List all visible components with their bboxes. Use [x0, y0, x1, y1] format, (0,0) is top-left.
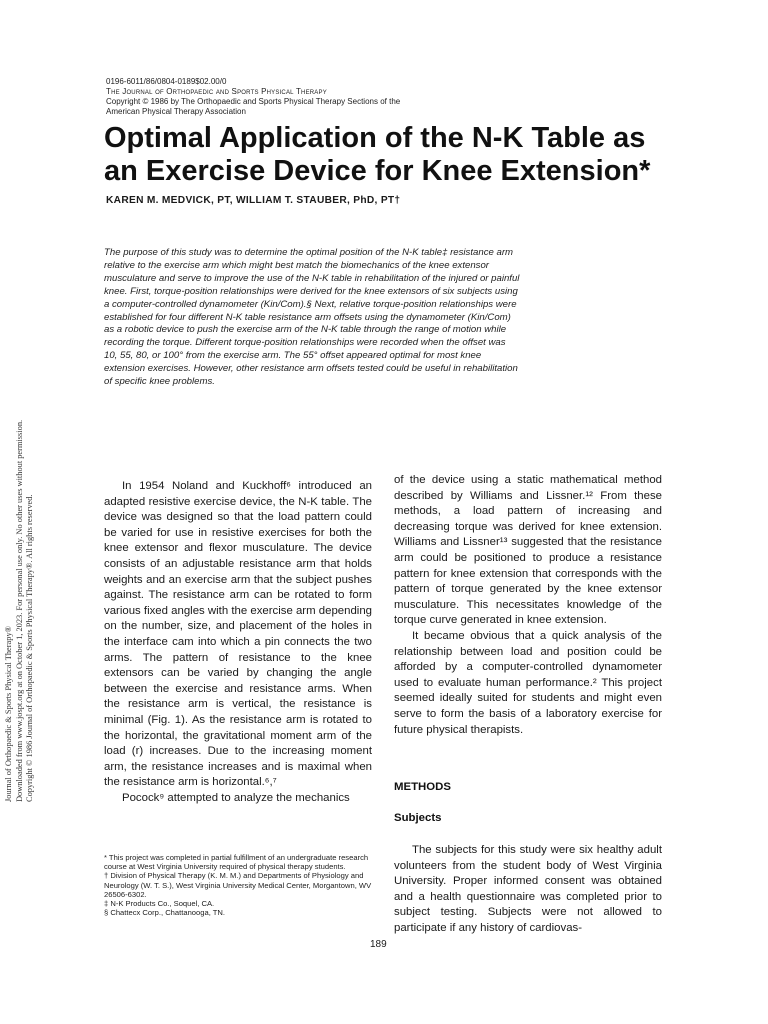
paragraph: The subjects for this study were six healthy adult volunteers from the student body of West Virginia University. Proper informed consent was obtained and a health questionnaire was completed prior to subject testing. Subjects were not allowed to participate if any history of cardiovas-: [394, 844, 662, 934]
section-heading-methods: METHODS: [394, 781, 451, 793]
copyright-line-2: American Physical Therapy Association: [106, 107, 246, 116]
paragraph: It became obvious that a quick analysis of the relationship between load and position could be afforded by a computer-controlled dynamometer used to evaluate human performance.² This project seemed ideally suited for students and might even serve to form the basis of a laboratory exercise for future physical therapists.: [394, 629, 662, 736]
journal-name: The Journal of Orthopaedic and Sports Physical Therapy: [106, 87, 327, 96]
article-code: 0196-6011/86/0804-0189$02.00/0: [106, 77, 227, 86]
footnote: * This project was completed in partial fulfillment of an undergraduate research course at West Virginia University required of physical therapy students.: [104, 853, 369, 872]
footnote: ‡ N-K Products Co., Soquel, CA.: [104, 899, 215, 909]
footnote: § Chattecx Corp., Chattanooga, TN.: [104, 908, 226, 918]
copyright-line-1: Copyright © 1986 by The Orthopaedic and Sports Physical Therapy Sections of the: [106, 97, 401, 106]
footnote: † Division of Physical Therapy (K. M. M.) and Departments of Physiology and Neurology (W. T. S.), West Virginia University Medical Center, Morgantown, WV 26506-6302.: [104, 871, 372, 899]
page-number: 189: [370, 939, 387, 950]
journal-header: [106, 77, 526, 117]
authors: KAREN M. MEDVICK, PT, WILLIAM T. STAUBER, PhD, PT†: [106, 195, 401, 206]
side-note-line: Copyright © 1986 Journal of Orthopaedic & Sports Physical Therapy®. All rights reserved.: [25, 494, 34, 802]
subsection-heading-subjects: Subjects: [394, 812, 442, 824]
side-note-permission: [4, 372, 44, 802]
paragraph: Pocock⁹ attempted to analyze the mechanics: [122, 791, 350, 804]
side-note-line: Downloaded from www.jospt.org at on October 1, 2023. For personal use only. No other uses without permission.: [14, 419, 24, 802]
body-column-right-lower: [394, 843, 662, 937]
footnotes: [104, 853, 372, 917]
body-column-right: [394, 473, 662, 738]
body-column-left: [104, 479, 372, 806]
paragraph: of the device using a static mathematical method described by Williams and Lissner.¹² From these methods, a load pattern of increasing and decreasing torque was derived for knee extension. Williams and Lissner¹³ suggested that the resistance arm could be positioned to produce a resistance pattern for knee extension that corresponds with the pattern of torque generated by the knee extensor musculature. This necessitates knowledge of the torque curve generated in knee extension.: [394, 474, 662, 627]
article-title: Optimal Application of the N-K Table as an Exercise Device for Knee Extension*: [104, 122, 651, 187]
paragraph: In 1954 Noland and Kuckhoff⁶ introduced an adapted resistive exercise device, the N-K table. The device was designed so that the load pattern could be varied for use in resistive exercises for both the knee extensor and flexor musculature. The device consists of an adjustable resistance arm that holds weights and an exercise arm that the subject pushes against. The resistance arm can be rotated to form various fixed angles with the exercise arm depending on the number, size, and placement of the holes in the interface cam into which a pin connects the two arms. The pattern of resistance to the knee extensors can be varied by changing the angle between the exercise and resistance arms. When the resistance arm is vertical, the resistance is minimal (Fig. 1). As the resistance arm is rotated to the horizontal, the gravitational moment arm of the load (r) increases. Due to the increasing moment arm, the resistance increases and is maximal when the resistance arm is horizontal.⁶,⁷: [104, 480, 372, 789]
side-note-line: Journal of Orthopaedic & Sports Physical Therapy®: [4, 625, 13, 802]
abstract: The purpose of this study was to determine the optimal position of the N-K table‡ resistance arm relative to the exercise arm which might best match the biomechanics of the knee extensor musculature and serve to improve the use of the N-K table in rehabilitation of the injured or painful knee. First, torque-position relationships were derived for the knee extensors of six subjects using a computer-controlled dynamometer (Kin/Com).§ Next, relative torque-position relationships were established for four different N-K table resistance arm offsets using the dynamometer (Kin/Com) as a robotic device to push the exercise arm of the N-K table through the range of motion while recording the torque. Different torque-position relationships were recorded when the offset was 10, 55, 80, or 100° from the exercise arm. The 55° offset appeared optimal for most knee extension exercises. However, other resistance arm offsets tested could be useful in rehabilitation of specific knee problems.: [104, 247, 520, 388]
